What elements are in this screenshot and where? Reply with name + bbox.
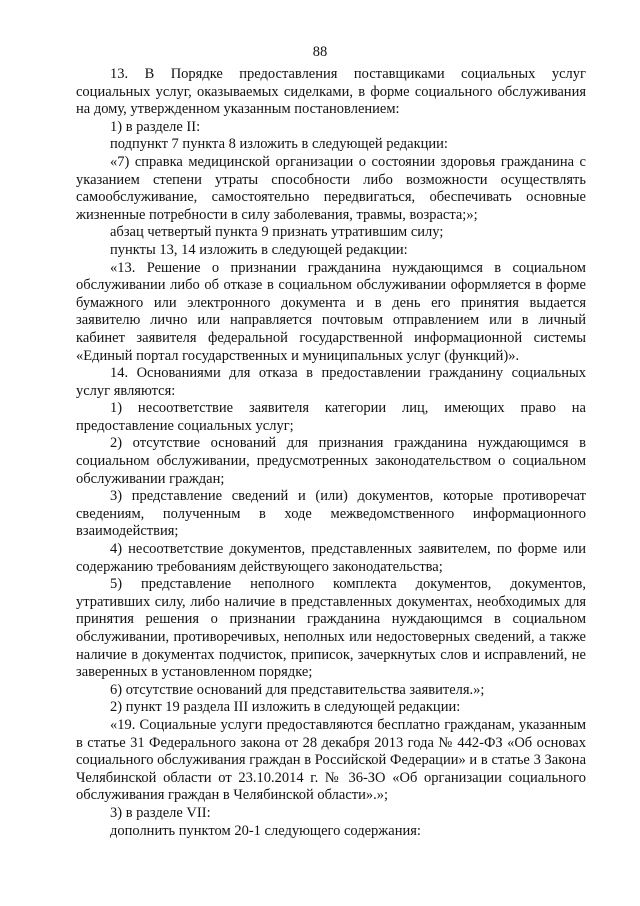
paragraph: 13. В Порядке предоставления поставщиками социальных услуг социальных услуг, оказываемых сиделками, в форме социального обслуживания на дому, утвержденном указанным постановлением: bbox=[76, 66, 586, 118]
paragraph: 14. Основаниями для отказа в предоставлении гражданину социальных услуг являются: bbox=[76, 365, 586, 399]
paragraph: 1) в разделе II: bbox=[110, 118, 201, 135]
paragraph: «7) справка медицинской организации о состоянии здоровья гражданина с указанием степени утраты способности либо возможности осуществлять самообслуживание, самостоятельно передвигаться, обеспечивать основные жизненные потребности в силу заболевания, травмы, возраста;»; bbox=[76, 153, 586, 223]
paragraph: 2) отсутствие оснований для признания гражданина нуждающимся в социальном обслуживании, предусмотренных законодательством о социальном обслуживании граждан; bbox=[76, 435, 586, 487]
page-number: 88 bbox=[312, 44, 328, 60]
paragraph: «13. Решение о признании гражданина нуждающимся в социальном обслуживании либо об отказе в социальном обслуживании оформляется в форме бумажного или электронного документа и в день его принятия выдается заявителю лично или направляется почтовым отправлением или в личный кабинет заявителя федеральной государственной информационной системы «Единый портал государственных и муниципальных услуг (функций)». bbox=[76, 259, 586, 364]
paragraph: 2) пункт 19 раздела III изложить в следующей редакции: bbox=[110, 699, 461, 716]
document-body bbox=[76, 66, 586, 840]
paragraph: 6) отсутствие оснований для представительства заявителя.»; bbox=[110, 681, 485, 698]
paragraph: 1) несоответствие заявителя категории лиц, имеющих право на предоставление социальных услуг; bbox=[76, 400, 586, 434]
paragraph: подпункт 7 пункта 8 изложить в следующей редакции: bbox=[110, 136, 448, 153]
paragraph: дополнить пунктом 20-1 следующего содержания: bbox=[110, 822, 421, 839]
paragraph: 3) в разделе VII: bbox=[110, 804, 211, 821]
paragraph: пункты 13, 14 изложить в следующей редакции: bbox=[110, 241, 408, 258]
paragraph: 4) несоответствие документов, представленных заявителем, по форме или содержанию требованиям действующего законодательства; bbox=[76, 541, 586, 575]
paragraph: 5) представление неполного комплекта документов, документов, утративших силу, либо наличие в представленных документах, необходимых для принятия решения о признании гражданина нуждающимся в социальном обслуживании, противоречивых, неполных или недостоверных сведений, а также наличие в документах подчисток, приписок, зачеркнутых слов и исправлений, не заверенных в установленном порядке; bbox=[76, 576, 586, 681]
paragraph: 3) представление сведений и (или) документов, которые противоречат сведениям, полученным в ходе межведомственного информационного взаимодействия; bbox=[76, 488, 586, 540]
paragraph: «19. Социальные услуги предоставляются бесплатно гражданам, указанным в статье 31 Федерального закона от 28 декабря 2013 года № 442-ФЗ «Об основах социального обслуживания граждан в Российской Федерации» и в статье 3 Закона Челябинской области от 23.10.2014 г. № 36-ЗО «Об организации социального обслуживания граждан в Челябинской области».»; bbox=[76, 716, 586, 804]
paragraph: абзац четвертый пункта 9 признать утратившим силу; bbox=[110, 224, 444, 241]
